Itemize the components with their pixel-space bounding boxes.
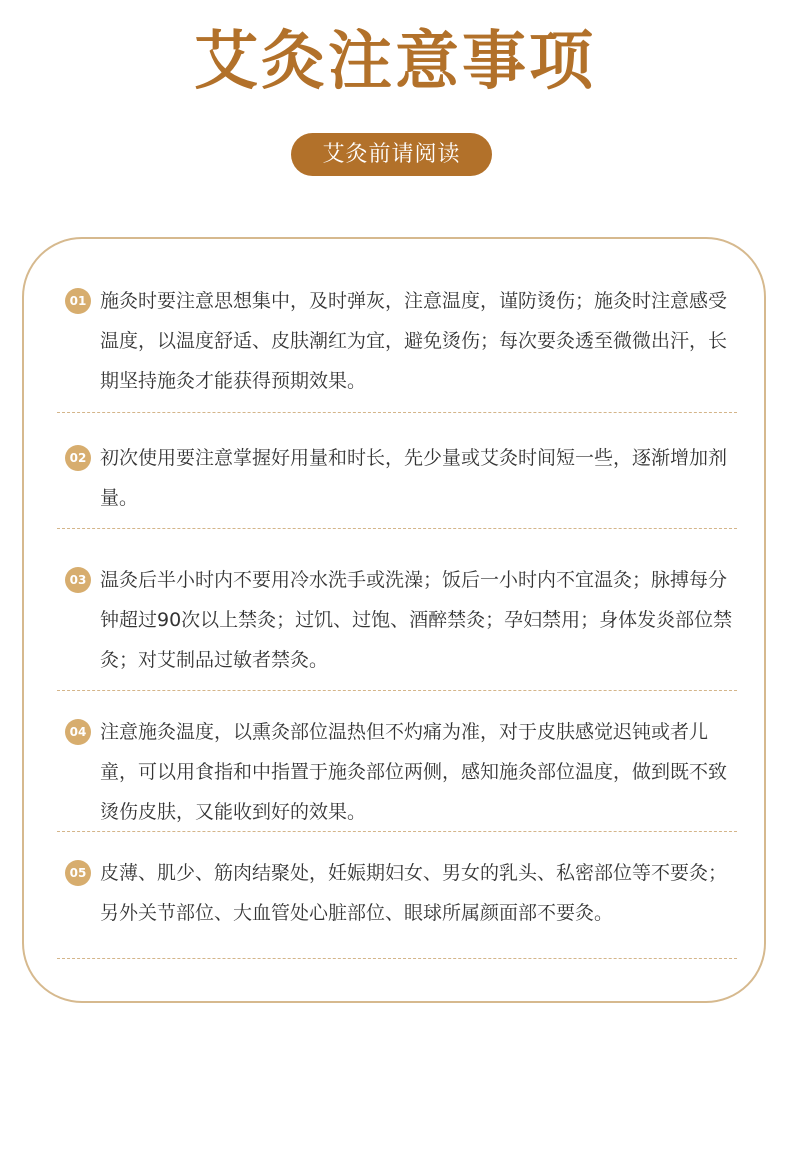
note-text: 施灸时要注意思想集中，及时弹灰，注意温度，谨防烫伤；施灸时注意感受温度，以温度舒适、皮肤潮红为宜，避免烫伤；每次要灸透至微微出汗，长期坚持施灸才能获得预期效果。	[100, 290, 728, 392]
note-text: 注意施灸温度，以熏灸部位温热但不灼痛为准，对于皮肤感觉迟钝或者儿童，可以用食指和中指置于施灸部位两侧，感知施灸部位温度，做到既不致烫伤皮肤，又能收到好的效果。	[100, 721, 728, 823]
notes-card	[22, 237, 766, 1003]
note-item-03	[57, 529, 737, 691]
note-item-05	[57, 832, 737, 959]
note-item-04	[57, 691, 737, 832]
note-number-badge: 02	[65, 445, 91, 471]
note-text: 皮薄、肌少、筋肉结聚处，妊娠期妇女、男女的乳头、私密部位等不要灸；另外关节部位、大血管处心脏部位、眼球所属颜面部不要灸。	[100, 862, 728, 924]
note-number-badge: 05	[65, 860, 91, 886]
page-title: 艾灸注意事项	[194, 25, 596, 99]
note-text: 初次使用要注意掌握好用量和时长，先少量或艾灸时间短一些，逐渐增加剂量。	[100, 447, 728, 509]
note-number-badge: 03	[65, 567, 91, 593]
note-text: 温灸后半小时内不要用冷水洗手或洗澡；饭后一小时内不宜温灸；脉搏每分钟超过90次以上禁灸；过饥、过饱、酒醉禁灸；孕妇禁用；身体发炎部位禁灸；对艾制品过敏者禁灸。	[100, 569, 733, 671]
note-number-badge: 01	[65, 288, 91, 314]
note-number-badge: 04	[65, 719, 91, 745]
note-item-02	[57, 413, 737, 529]
read-before-badge: 艾灸前请阅读	[291, 133, 492, 176]
note-item-01	[57, 277, 737, 413]
